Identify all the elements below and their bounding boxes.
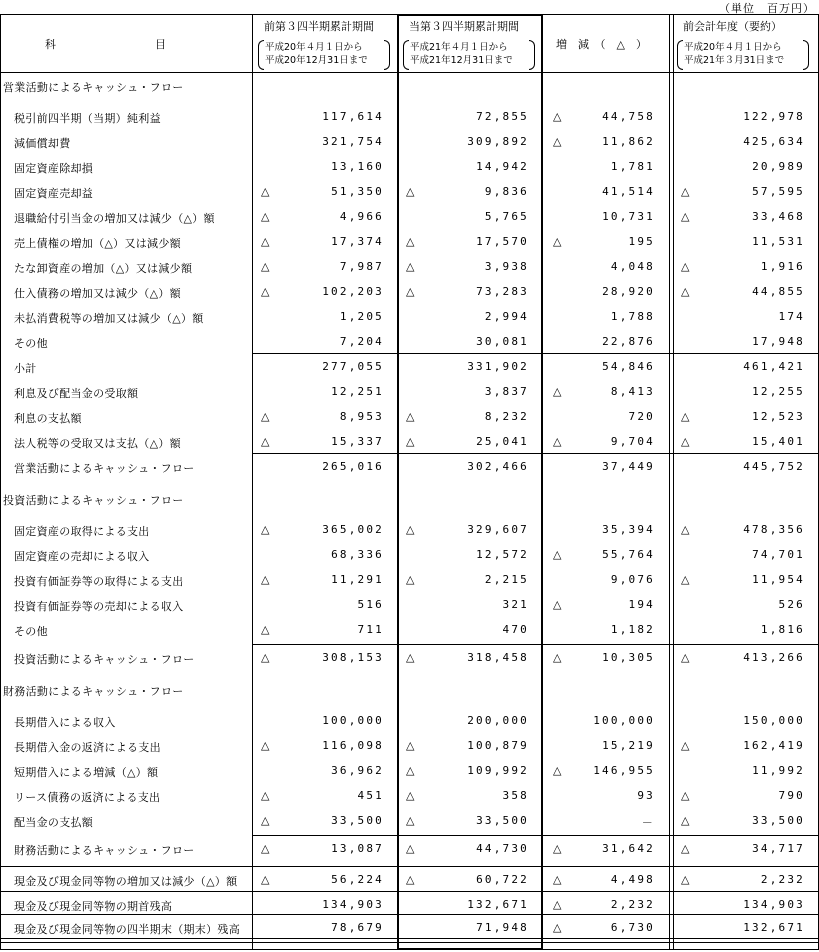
c3-value: 4,498 xyxy=(610,873,655,886)
table-row xyxy=(0,592,819,617)
c3-value: 1,788 xyxy=(610,310,655,323)
negative-mark: △ xyxy=(406,842,415,855)
c2-value: 72,855 xyxy=(476,110,529,123)
c1-value: 117,614 xyxy=(322,110,384,123)
c3-value: 28,920 xyxy=(602,285,655,298)
negative-mark: △ xyxy=(681,260,690,273)
c4-value: 2,232 xyxy=(760,873,805,886)
header-col2-title: 当第３四半期累計期間 xyxy=(409,20,519,33)
c4-value: 790 xyxy=(778,789,805,802)
col-separator-double xyxy=(673,14,674,950)
table-row xyxy=(0,104,819,129)
negative-mark: △ xyxy=(406,814,415,827)
c2-value: 470 xyxy=(502,623,529,636)
row-label: 配当金の支払額 xyxy=(14,816,94,829)
table-row xyxy=(0,645,819,670)
header-col2-period xyxy=(410,41,513,67)
row-label: 財務活動によるキャッシュ・フロー xyxy=(3,685,184,698)
current-period-box-top xyxy=(397,14,543,16)
negative-mark: △ xyxy=(406,185,415,198)
c1-value: 277,055 xyxy=(322,360,384,373)
table-row xyxy=(0,867,819,892)
c4-value: 1,916 xyxy=(760,260,805,273)
c2-value: 100,879 xyxy=(467,739,529,752)
table-row xyxy=(0,129,819,154)
bracket-right xyxy=(803,40,809,70)
negative-mark: △ xyxy=(553,135,562,148)
negative-mark: △ xyxy=(261,210,270,223)
c4-value: 132,671 xyxy=(743,921,805,934)
table-row xyxy=(0,836,819,861)
row-label: その他 xyxy=(14,337,48,350)
row-rule xyxy=(252,453,819,454)
header-col2-period-end: 平成21年12月31日まで xyxy=(410,55,513,66)
c4-value: 461,421 xyxy=(743,360,805,373)
c2-value: 17,570 xyxy=(476,235,529,248)
table-row xyxy=(0,783,819,808)
c4-value: 33,468 xyxy=(752,210,805,223)
c1-value: 7,204 xyxy=(339,335,384,348)
c2-value: 109,992 xyxy=(467,764,529,777)
c4-value: 174 xyxy=(778,310,805,323)
row-label: 法人税等の受取又は支払（△）額 xyxy=(14,437,181,450)
negative-mark: △ xyxy=(681,523,690,536)
negative-mark: △ xyxy=(261,623,270,636)
row-label: 現金及び現金同等物の四半期末（期末）残高 xyxy=(14,923,240,936)
table-row xyxy=(0,354,819,379)
table-row xyxy=(0,517,819,542)
negative-mark: △ xyxy=(681,814,690,827)
row-label: 現金及び現金同等物の期首残高 xyxy=(14,900,173,913)
c3-value: 11,862 xyxy=(602,135,655,148)
c4-value: 162,419 xyxy=(743,739,805,752)
negative-mark: △ xyxy=(681,873,690,886)
c3-value: 146,955 xyxy=(593,764,655,777)
c4-value: 134,903 xyxy=(743,898,805,911)
c1-value: 78,679 xyxy=(331,921,384,934)
negative-mark: △ xyxy=(406,285,415,298)
header-col2-period-start: 平成21年４月１日から xyxy=(410,42,508,53)
c4-value: 478,356 xyxy=(743,523,805,536)
c1-value: 321,754 xyxy=(322,135,384,148)
c1-value: 134,903 xyxy=(322,898,384,911)
c2-value: 3,837 xyxy=(484,385,529,398)
table-left-border xyxy=(0,14,1,950)
bracket-left xyxy=(677,40,683,70)
negative-mark: △ xyxy=(406,739,415,752)
negative-mark: △ xyxy=(406,651,415,664)
c3-value: 35,394 xyxy=(602,523,655,536)
c4-value: 12,523 xyxy=(752,410,805,423)
negative-mark: △ xyxy=(261,435,270,448)
c3-value: 22,876 xyxy=(602,335,655,348)
negative-mark: △ xyxy=(406,523,415,536)
negative-mark: △ xyxy=(553,110,562,123)
header-col4-period-end: 平成21年３月31日まで xyxy=(684,55,785,66)
negative-mark: △ xyxy=(261,285,270,298)
negative-mark: △ xyxy=(553,548,562,561)
c1-value: 365,002 xyxy=(322,523,384,536)
c4-value: 20,989 xyxy=(752,160,805,173)
c1-value: 51,350 xyxy=(331,185,384,198)
negative-mark: △ xyxy=(681,210,690,223)
c3-value: 54,846 xyxy=(602,360,655,373)
table-row xyxy=(0,229,819,254)
c3-value: 6,730 xyxy=(610,921,655,934)
row-rule xyxy=(252,866,819,867)
c1-value: 8,953 xyxy=(339,410,384,423)
c1-value: 1,205 xyxy=(339,310,384,323)
negative-mark: △ xyxy=(553,385,562,398)
row-label: 仕入債務の増加又は減少（△）額 xyxy=(14,287,181,300)
row-label: 営業活動によるキャッシュ・フロー xyxy=(14,462,195,475)
table-row xyxy=(0,404,819,429)
negative-mark: △ xyxy=(681,651,690,664)
row-label: たな卸資産の増加（△）又は減少額 xyxy=(14,262,193,275)
negative-mark: △ xyxy=(261,410,270,423)
negative-mark: △ xyxy=(681,789,690,802)
bracket-right xyxy=(529,40,535,70)
c2-value: 318,458 xyxy=(467,651,529,664)
c1-value: 11,291 xyxy=(331,573,384,586)
header-col1-period xyxy=(265,41,368,67)
row-rule xyxy=(252,644,819,645)
c4-value: 11,531 xyxy=(752,235,805,248)
c2-value: 14,942 xyxy=(476,160,529,173)
c2-value: 9,836 xyxy=(484,185,529,198)
c4-value: 12,255 xyxy=(752,385,805,398)
c1-value: 265,016 xyxy=(322,460,384,473)
bracket-left xyxy=(258,40,264,70)
current-period-box-right xyxy=(541,14,543,950)
row-rule xyxy=(252,914,819,915)
c2-value: 331,902 xyxy=(467,360,529,373)
table-row xyxy=(0,808,819,833)
negative-mark: △ xyxy=(406,764,415,777)
negative-mark: △ xyxy=(406,873,415,886)
negative-mark: △ xyxy=(681,285,690,298)
table-row xyxy=(0,179,819,204)
c3-value: 2,232 xyxy=(610,898,655,911)
c3-value: 15,219 xyxy=(602,739,655,752)
table-row xyxy=(0,708,819,733)
c2-value: 3,938 xyxy=(484,260,529,273)
row-label: 利息の支払額 xyxy=(14,412,82,425)
row-label: 退職給付引当金の増加又は減少（△）額 xyxy=(14,212,215,225)
c3-value: － xyxy=(641,816,655,829)
table-row xyxy=(0,454,819,479)
c4-value: 122,978 xyxy=(743,110,805,123)
header-col1-period-start: 平成20年４月１日から xyxy=(265,42,363,53)
negative-mark: △ xyxy=(261,789,270,802)
c3-value: 10,731 xyxy=(602,210,655,223)
row-rule xyxy=(0,866,252,867)
c2-value: 73,283 xyxy=(476,285,529,298)
row-rule xyxy=(252,353,819,354)
c1-value: 116,098 xyxy=(322,739,384,752)
table-row xyxy=(0,73,819,98)
c3-value: 9,704 xyxy=(610,435,655,448)
c4-value: 57,595 xyxy=(752,185,805,198)
c1-value: 13,087 xyxy=(331,842,384,855)
header-subject: 科 目 xyxy=(45,38,166,51)
c2-value: 5,765 xyxy=(484,210,529,223)
row-rule xyxy=(0,914,252,915)
c3-value: 720 xyxy=(628,410,655,423)
row-label: リース債務の返済による支出 xyxy=(14,791,161,804)
table-row xyxy=(0,279,819,304)
row-label: 固定資産売却益 xyxy=(14,187,94,200)
header-bottom-border xyxy=(0,72,819,73)
row-label: 長期借入による収入 xyxy=(14,716,116,729)
c2-value: 12,572 xyxy=(476,548,529,561)
negative-mark: △ xyxy=(553,435,562,448)
negative-mark: △ xyxy=(553,598,562,611)
c4-value: 33,500 xyxy=(752,814,805,827)
c1-value: 308,153 xyxy=(322,651,384,664)
c4-value: 1,816 xyxy=(760,623,805,636)
row-label: 小計 xyxy=(14,362,37,375)
c3-value: 44,758 xyxy=(602,110,655,123)
row-rule xyxy=(252,891,819,892)
negative-mark: △ xyxy=(553,235,562,248)
row-label: 財務活動によるキャッシュ・フロー xyxy=(14,844,195,857)
negative-mark: △ xyxy=(681,573,690,586)
c1-value: 711 xyxy=(357,623,384,636)
row-label: 売上債権の増加（△）又は減少額 xyxy=(14,237,181,250)
table-row xyxy=(0,304,819,329)
header-col1-title: 前第３四半期累計期間 xyxy=(264,20,374,33)
row-label: 固定資産除却損 xyxy=(14,162,94,175)
c3-value: 41,514 xyxy=(602,185,655,198)
negative-mark: △ xyxy=(261,873,270,886)
header-col3-title: 増 減 （ △ ） xyxy=(556,38,647,51)
c2-value: 25,041 xyxy=(476,435,529,448)
c2-value: 71,948 xyxy=(476,921,529,934)
current-period-box-left xyxy=(397,14,399,950)
c2-value: 132,671 xyxy=(467,898,529,911)
c2-value: 2,994 xyxy=(484,310,529,323)
c4-value: 413,266 xyxy=(743,651,805,664)
negative-mark: △ xyxy=(261,235,270,248)
row-label: 投資活動によるキャッシュ・フロー xyxy=(3,494,184,507)
header-col4-title: 前会計年度（要約） xyxy=(683,20,782,33)
row-label: 現金及び現金同等物の増加又は減少（△）額 xyxy=(14,875,238,888)
row-label: 営業活動によるキャッシュ・フロー xyxy=(3,81,184,94)
c1-value: 451 xyxy=(357,789,384,802)
table-row xyxy=(0,154,819,179)
row-rule xyxy=(0,891,252,892)
c4-value: 44,855 xyxy=(752,285,805,298)
negative-mark: △ xyxy=(553,651,562,664)
negative-mark: △ xyxy=(681,739,690,752)
row-label: 投資活動によるキャッシュ・フロー xyxy=(14,653,195,666)
negative-mark: △ xyxy=(406,410,415,423)
c1-value: 13,160 xyxy=(331,160,384,173)
header-col4-period xyxy=(684,41,784,67)
row-label: 利息及び配当金の受取額 xyxy=(14,387,139,400)
table-row xyxy=(0,429,819,454)
negative-mark: △ xyxy=(406,573,415,586)
c2-value: 60,722 xyxy=(476,873,529,886)
c2-value: 33,500 xyxy=(476,814,529,827)
negative-mark: △ xyxy=(406,789,415,802)
table-row xyxy=(0,567,819,592)
c2-value: 329,607 xyxy=(467,523,529,536)
negative-mark: △ xyxy=(406,260,415,273)
negative-mark: △ xyxy=(261,185,270,198)
c4-value: 17,948 xyxy=(752,335,805,348)
c3-value: 194 xyxy=(628,598,655,611)
negative-mark: △ xyxy=(261,651,270,664)
c3-value: 195 xyxy=(628,235,655,248)
col-separator xyxy=(669,14,670,950)
c4-value: 34,717 xyxy=(752,842,805,855)
row-label: 短期借入による増減（△）額 xyxy=(14,766,159,779)
row-label: その他 xyxy=(14,625,48,638)
table-row xyxy=(0,733,819,758)
table-row xyxy=(0,617,819,642)
table-row xyxy=(0,254,819,279)
row-label: 固定資産の売却による収入 xyxy=(14,550,150,563)
c4-value: 445,752 xyxy=(743,460,805,473)
c3-value: 37,449 xyxy=(602,460,655,473)
c4-value: 74,701 xyxy=(752,548,805,561)
negative-mark: △ xyxy=(261,523,270,536)
table-row xyxy=(0,379,819,404)
table-bottom-border xyxy=(0,938,819,939)
header-col1-period-end: 平成20年12月31日まで xyxy=(265,55,368,66)
c1-value: 17,374 xyxy=(331,235,384,248)
c4-value: 425,634 xyxy=(743,135,805,148)
c2-value: 44,730 xyxy=(476,842,529,855)
c1-value: 15,337 xyxy=(331,435,384,448)
c2-value: 309,892 xyxy=(467,135,529,148)
c1-value: 100,000 xyxy=(322,714,384,727)
negative-mark: △ xyxy=(681,185,690,198)
negative-mark: △ xyxy=(681,842,690,855)
c1-value: 4,966 xyxy=(339,210,384,223)
negative-mark: △ xyxy=(406,435,415,448)
negative-mark: △ xyxy=(553,898,562,911)
c4-value: 15,401 xyxy=(752,435,805,448)
c2-value: 30,081 xyxy=(476,335,529,348)
c3-value: 1,182 xyxy=(610,623,655,636)
c3-value: 1,781 xyxy=(610,160,655,173)
table-bottom-border-2 xyxy=(0,942,819,943)
c1-value: 33,500 xyxy=(331,814,384,827)
c2-value: 200,000 xyxy=(467,714,529,727)
bracket-left xyxy=(403,40,409,70)
negative-mark: △ xyxy=(261,842,270,855)
c4-value: 150,000 xyxy=(743,714,805,727)
c2-value: 8,232 xyxy=(484,410,529,423)
c3-value: 8,413 xyxy=(610,385,655,398)
table-row xyxy=(0,677,819,702)
row-label: 長期借入金の返済による支出 xyxy=(14,741,161,754)
negative-mark: △ xyxy=(681,435,690,448)
c3-value: 100,000 xyxy=(593,714,655,727)
negative-mark: △ xyxy=(681,410,690,423)
unit-note: （単位 百万円） xyxy=(719,2,815,15)
row-label: 未払消費税等の増加又は減少（△）額 xyxy=(14,312,204,325)
negative-mark: △ xyxy=(553,842,562,855)
c1-value: 516 xyxy=(357,598,384,611)
row-rule xyxy=(252,835,819,836)
negative-mark: △ xyxy=(406,235,415,248)
c1-value: 56,224 xyxy=(331,873,384,886)
c3-value: 93 xyxy=(637,789,655,802)
table-row xyxy=(0,542,819,567)
row-label: 投資有価証券等の売却による収入 xyxy=(14,600,184,613)
row-label: 投資有価証券等の取得による支出 xyxy=(14,575,184,588)
table-row xyxy=(0,204,819,229)
row-label: 税引前四半期（当期）純利益 xyxy=(14,112,161,125)
c4-value: 11,992 xyxy=(752,764,805,777)
c1-value: 68,336 xyxy=(331,548,384,561)
negative-mark: △ xyxy=(261,739,270,752)
c4-value: 11,954 xyxy=(752,573,805,586)
negative-mark: △ xyxy=(261,814,270,827)
table-row xyxy=(0,329,819,354)
c2-value: 302,466 xyxy=(467,460,529,473)
c1-value: 12,251 xyxy=(331,385,384,398)
header-col4-period-start: 平成20年４月１日から xyxy=(684,42,782,53)
c2-value: 321 xyxy=(502,598,529,611)
table-row xyxy=(0,915,819,940)
bracket-right xyxy=(384,40,390,70)
c3-value: 55,764 xyxy=(602,548,655,561)
c3-value: 4,048 xyxy=(610,260,655,273)
c2-value: 2,215 xyxy=(484,573,529,586)
row-label: 減価償却費 xyxy=(14,137,71,150)
c3-value: 31,642 xyxy=(602,842,655,855)
table-row xyxy=(0,486,819,511)
row-label: 固定資産の取得による支出 xyxy=(14,525,150,538)
c2-value: 358 xyxy=(502,789,529,802)
current-period-box-bottom xyxy=(397,948,543,950)
negative-mark: △ xyxy=(261,573,270,586)
table-row xyxy=(0,758,819,783)
c4-value: 526 xyxy=(778,598,805,611)
c3-value: 10,305 xyxy=(602,651,655,664)
c1-value: 102,203 xyxy=(322,285,384,298)
col-separator xyxy=(252,14,253,950)
c3-value: 9,076 xyxy=(610,573,655,586)
negative-mark: △ xyxy=(261,260,270,273)
c1-value: 7,987 xyxy=(339,260,384,273)
negative-mark: △ xyxy=(553,873,562,886)
c1-value: 36,962 xyxy=(331,764,384,777)
negative-mark: △ xyxy=(553,921,562,934)
negative-mark: △ xyxy=(553,764,562,777)
